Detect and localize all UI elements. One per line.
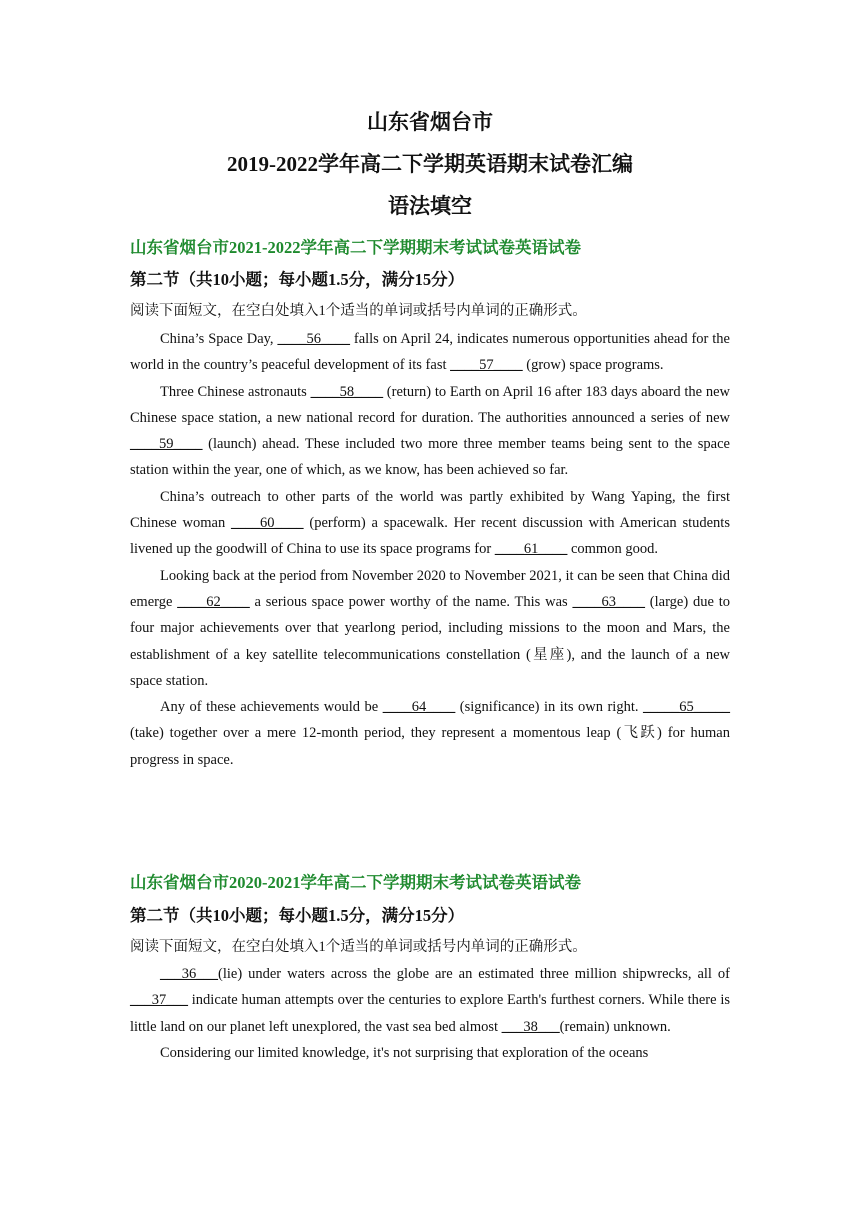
doc-title-topic: 语法填空 [388,194,472,218]
section-1-title: 山东省烟台市2021-2022学年高二下学期期末考试试卷英语试卷 [130,238,581,257]
section-1-passage [130,326,730,773]
passage-text: (large) due to four major achievements over that yearlong period, including missions to the moon and Mars, the establishment of a key satellite telecommunications constellation (星座), and the launch of a new space station. [130,593,731,689]
passage-text: (return) to Earth on April 16 after 183 days aboard the new Chinese space station, a new national record for duration. The authorities announced a series of new [130,383,730,426]
answer-blank[interactable]: ____56____ [277,331,350,347]
passage-text: Any of these achievements would be [160,699,383,716]
section-2-part: 第二节（共10小题；每小题1.5分，满分15分） [130,906,465,925]
passage-paragraph [130,961,730,1040]
passage-paragraph [130,326,730,379]
passage-text: (grow) space programs. [522,357,664,374]
passage-text: (take) together over a mere 12-month period, they represent a momentous leap (飞跃) for human progress in space. [130,725,730,768]
passage-text: China’s Space Day, [160,331,278,347]
passage-text: a serious space power worthy of the name. This was [249,593,573,610]
answer-blank[interactable]: ____59____ [130,436,203,453]
section-2-passage [130,961,730,1066]
passage-text: falls on April 24, indicates numerous opportunities ahead for the world in the country’s peaceful development of its fast [130,331,730,374]
answer-blank[interactable]: ____62____ [177,593,250,610]
answer-blank[interactable]: ____60____ [231,515,304,532]
section-2-title: 山东省烟台市2020-2021学年高二下学期期末考试试卷英语试卷 [130,873,581,892]
passage-text: (perform) a spacewalk. Her recent discussion with American students livened up the goodwill of China to use its space programs for [130,515,730,558]
passage-paragraph [130,563,730,694]
section-2-instruction: 阅读下面短文，在空白处填入1个适当的单词或括号内单词的正确形式。 [130,939,587,955]
section-1-instruction: 阅读下面短文，在空白处填入1个适当的单词或括号内单词的正确形式。 [130,303,587,319]
passage-paragraph [130,484,730,563]
answer-blank[interactable]: _____65_____ [643,699,731,716]
passage-paragraph [130,694,730,773]
answer-blank[interactable]: ____57____ [450,357,523,374]
answer-blank[interactable]: ____64____ [382,699,456,716]
section-1-part: 第二节（共10小题；每小题1.5分，满分15分） [130,270,465,289]
passage-text: (lie) under waters across the globe are an estimated three million shipwrecks, all of [218,966,730,982]
answer-blank[interactable]: ___37___ [130,992,188,1009]
passage-text: (significance) in its own right. [455,699,644,716]
doc-title-region: 山东省烟台市 [367,110,493,134]
passage-text: Three Chinese astronauts [160,383,311,400]
passage-text: (launch) ahead. These included two more three member teams being sent to the space station within the year, one of which, as we know, has been achieved so far. [130,436,730,479]
doc-title-main: 2019-2022学年高二下学期英语期末试卷汇编 [227,152,633,176]
answer-blank[interactable]: ____61____ [494,541,568,558]
passage-paragraph [130,1040,730,1066]
passage-text: (remain) unknown. [559,1018,671,1035]
answer-blank[interactable]: ____58____ [310,383,384,400]
passage-text: Looking back at the period from November 2020 to November 2021, it can be seen that China did emerge [130,567,730,610]
answer-blank[interactable]: ____63____ [572,593,645,610]
answer-blank[interactable]: ___38___ [501,1018,560,1035]
passage-paragraph [130,379,730,484]
passage-text: China’s outreach to other parts of the world was partly exhibited by Wang Yaping, the first Chinese woman [130,488,730,532]
passage-text: Considering our limited knowledge, it's not surprising that exploration of the oceans [160,1044,649,1061]
passage-text: common good. [567,541,658,558]
passage-text: indicate human attempts over the centuries to explore Earth's furthest corners. While there is little land on our planet left unexplored, the vast sea bed almost [130,992,730,1035]
answer-blank[interactable]: ___36___ [160,966,218,982]
